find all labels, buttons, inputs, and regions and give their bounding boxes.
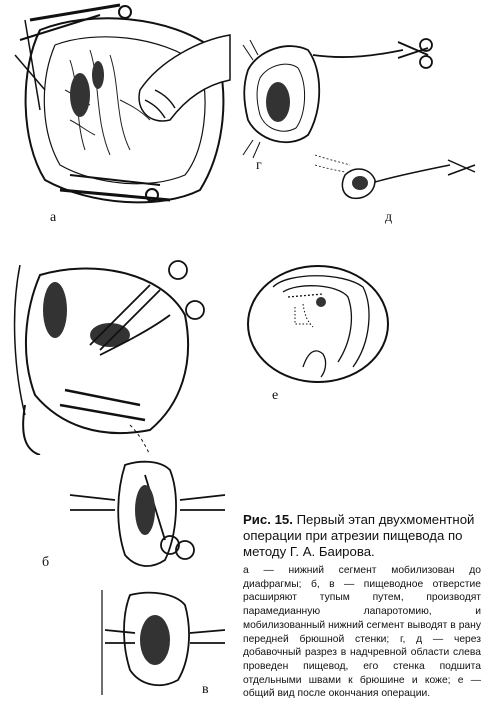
illustration-panel-a: [0, 0, 235, 225]
caption-number: Рис. 15.: [243, 512, 293, 527]
caption-body: а — нижний сегмент мобилизован до диафрагмы; б, в — пищеводное отверстие расширяют тупым путем, производят парамедианную лапаротомию, и мобилизованный нижний сегмент выводят в рану передней брюшной стенки; г, д — через добавочный разрез в надчревной области слева проведен пищевод, его стенка подшита отдельными швами к брюшине и коже; е — общий вид после окончания операции.: [243, 565, 481, 700]
illustration-panel-e: [243, 262, 393, 387]
caption-title-text: Первый этап двухмоментной операции при атрезии пищевода по методу Г. А. Баирова.: [243, 512, 475, 559]
caption-title: [243, 512, 481, 560]
illustration-panel-v: [100, 585, 235, 695]
illustration-panel-b-lower: [65, 455, 235, 575]
panel-label-d: д: [385, 210, 393, 225]
figure-caption: [243, 512, 481, 701]
illustration-panel-d: [310, 150, 485, 225]
panel-label-g: г: [256, 158, 262, 173]
panel-label-b: б: [42, 555, 50, 570]
panel-label-v: в: [202, 682, 209, 697]
panel-label-a: а: [50, 210, 57, 225]
illustration-panel-g: [238, 30, 438, 165]
panel-label-e: е: [272, 388, 279, 403]
illustration-panel-b: [0, 255, 235, 455]
